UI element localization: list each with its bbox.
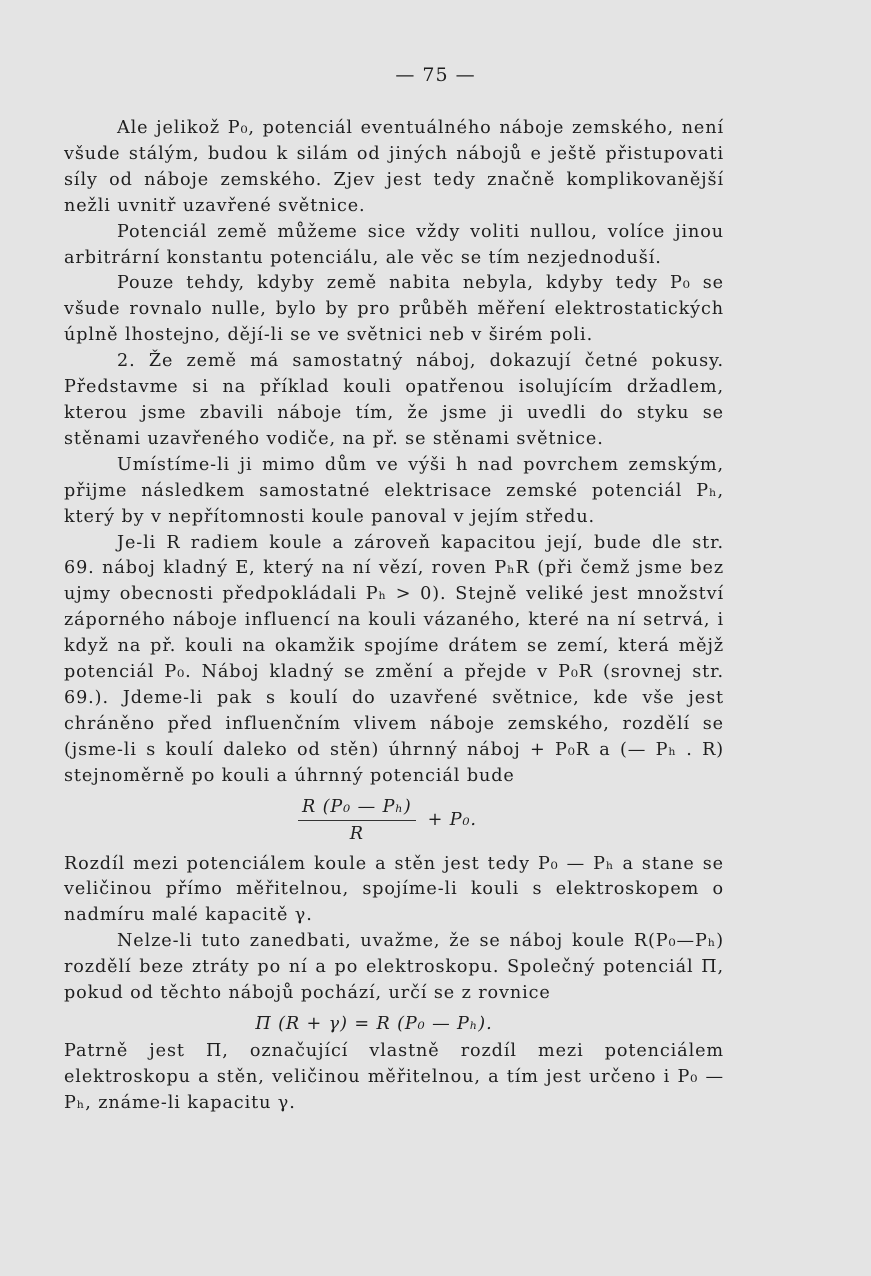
paragraph-3: Pouze tehdy, kdyby země nabita nebyla, kdyby tedy P₀ se všude rovnalo nulle, bylo by pro průběh měření elektrostatických úplně lhostejno, dějí-li se ve světnici neb v širém poli. [64, 273, 724, 346]
formula-rest: + P₀. [427, 809, 477, 830]
paragraph-5: Umístíme-li ji mimo dům ve výši h nad povrchem zemským, přijme následkem samostatné elektrisace zemské potenciál Pₕ, který by v nepřítomnosti koule panoval v jejím středu. [64, 454, 724, 527]
body-text [64, 116, 724, 1117]
formula-denominator: R [349, 824, 364, 845]
paragraph-4: 2. Že země má samostatný náboj, dokazují četné pokusy. Představme si na příklad kouli opatřenou isolujícím držadlem, kterou jsme zbavili náboje tím, že jsme ji uvedli do styku se stěnami uzavřeného vodiče, na př. se stěnami světnice. [64, 351, 724, 449]
page-number: — 75 — [395, 64, 476, 86]
formula-potential [298, 790, 724, 852]
paragraph-1: Ale jelikož P₀, potenciál eventuálného náboje zemského, není všude stálým, budou k silám od jiných nábojů e ještě přistupovati síly od náboje zemského. Zjev jest tedy značně komplikovanější nežli uvnitř uzavřené světnice. [64, 118, 724, 216]
formula-equation: Π (R + γ) = R (P₀ — Pₕ). [255, 1014, 493, 1034]
formula-numerator: R (P₀ — Pₕ) [302, 797, 412, 818]
paragraph-2: Potenciál země můžeme sice vždy voliti nullou, volíce jinou arbitrární konstantu potenciálu, ale věc se tím nezjednoduší. [64, 221, 724, 268]
paragraph-6: Je-li R radiem koule a zároveň kapacitou její, bude dle str. 69. náboj kladný E, který na ní vězí, roven PₕR (při čemž jsme bez ujmy obecnosti předpokládali Pₕ > 0). Stejně veliké jest množství záporného náboje influencí na kouli vázaného, které na ní setrvá, i když na př. kouli na okamžik spojíme drátem se zemí, která mějž potenciál P₀. Náboj kladný se změní a přejde v P₀R (srovnej str. 69.). Jdeme-li pak s koulí do uzavřené světnice, kde vše jest chráněno před influenčním vlivem náboje zemského, rozdělí se (jsme-li s koulí daleko od stěn) úhrnný náboj + P₀R a (— Pₕ . R) stejnoměrně po kouli a úhrnný potenciál bude [64, 532, 724, 786]
paragraph-7: Rozdíl mezi potenciálem koule a stěn jest tedy P₀ — Pₕ a stane se veličinou přímo měřitelnou, spojíme-li kouli s elektroskopem o nadmíru malé kapacitě γ. [64, 853, 724, 926]
paragraph-8: Nelze-li tuto zanedbati, uvažme, že se náboj koule R(P₀—Pₕ) rozdělí beze ztráty po ní a po elektroskopu. Společný potenciál Π, pokud od těchto nábojů pochází, určí se z rovnice [64, 931, 724, 1004]
paragraph-9: Patrně jest Π, označující vlastně rozdíl mezi potenciálem elektroskopu a stěn, veličinou měřitelnou, a tím jest určeno i P₀ — Pₕ, známe-li kapacitu γ. [64, 1041, 724, 1113]
formula-fraction [298, 794, 416, 847]
